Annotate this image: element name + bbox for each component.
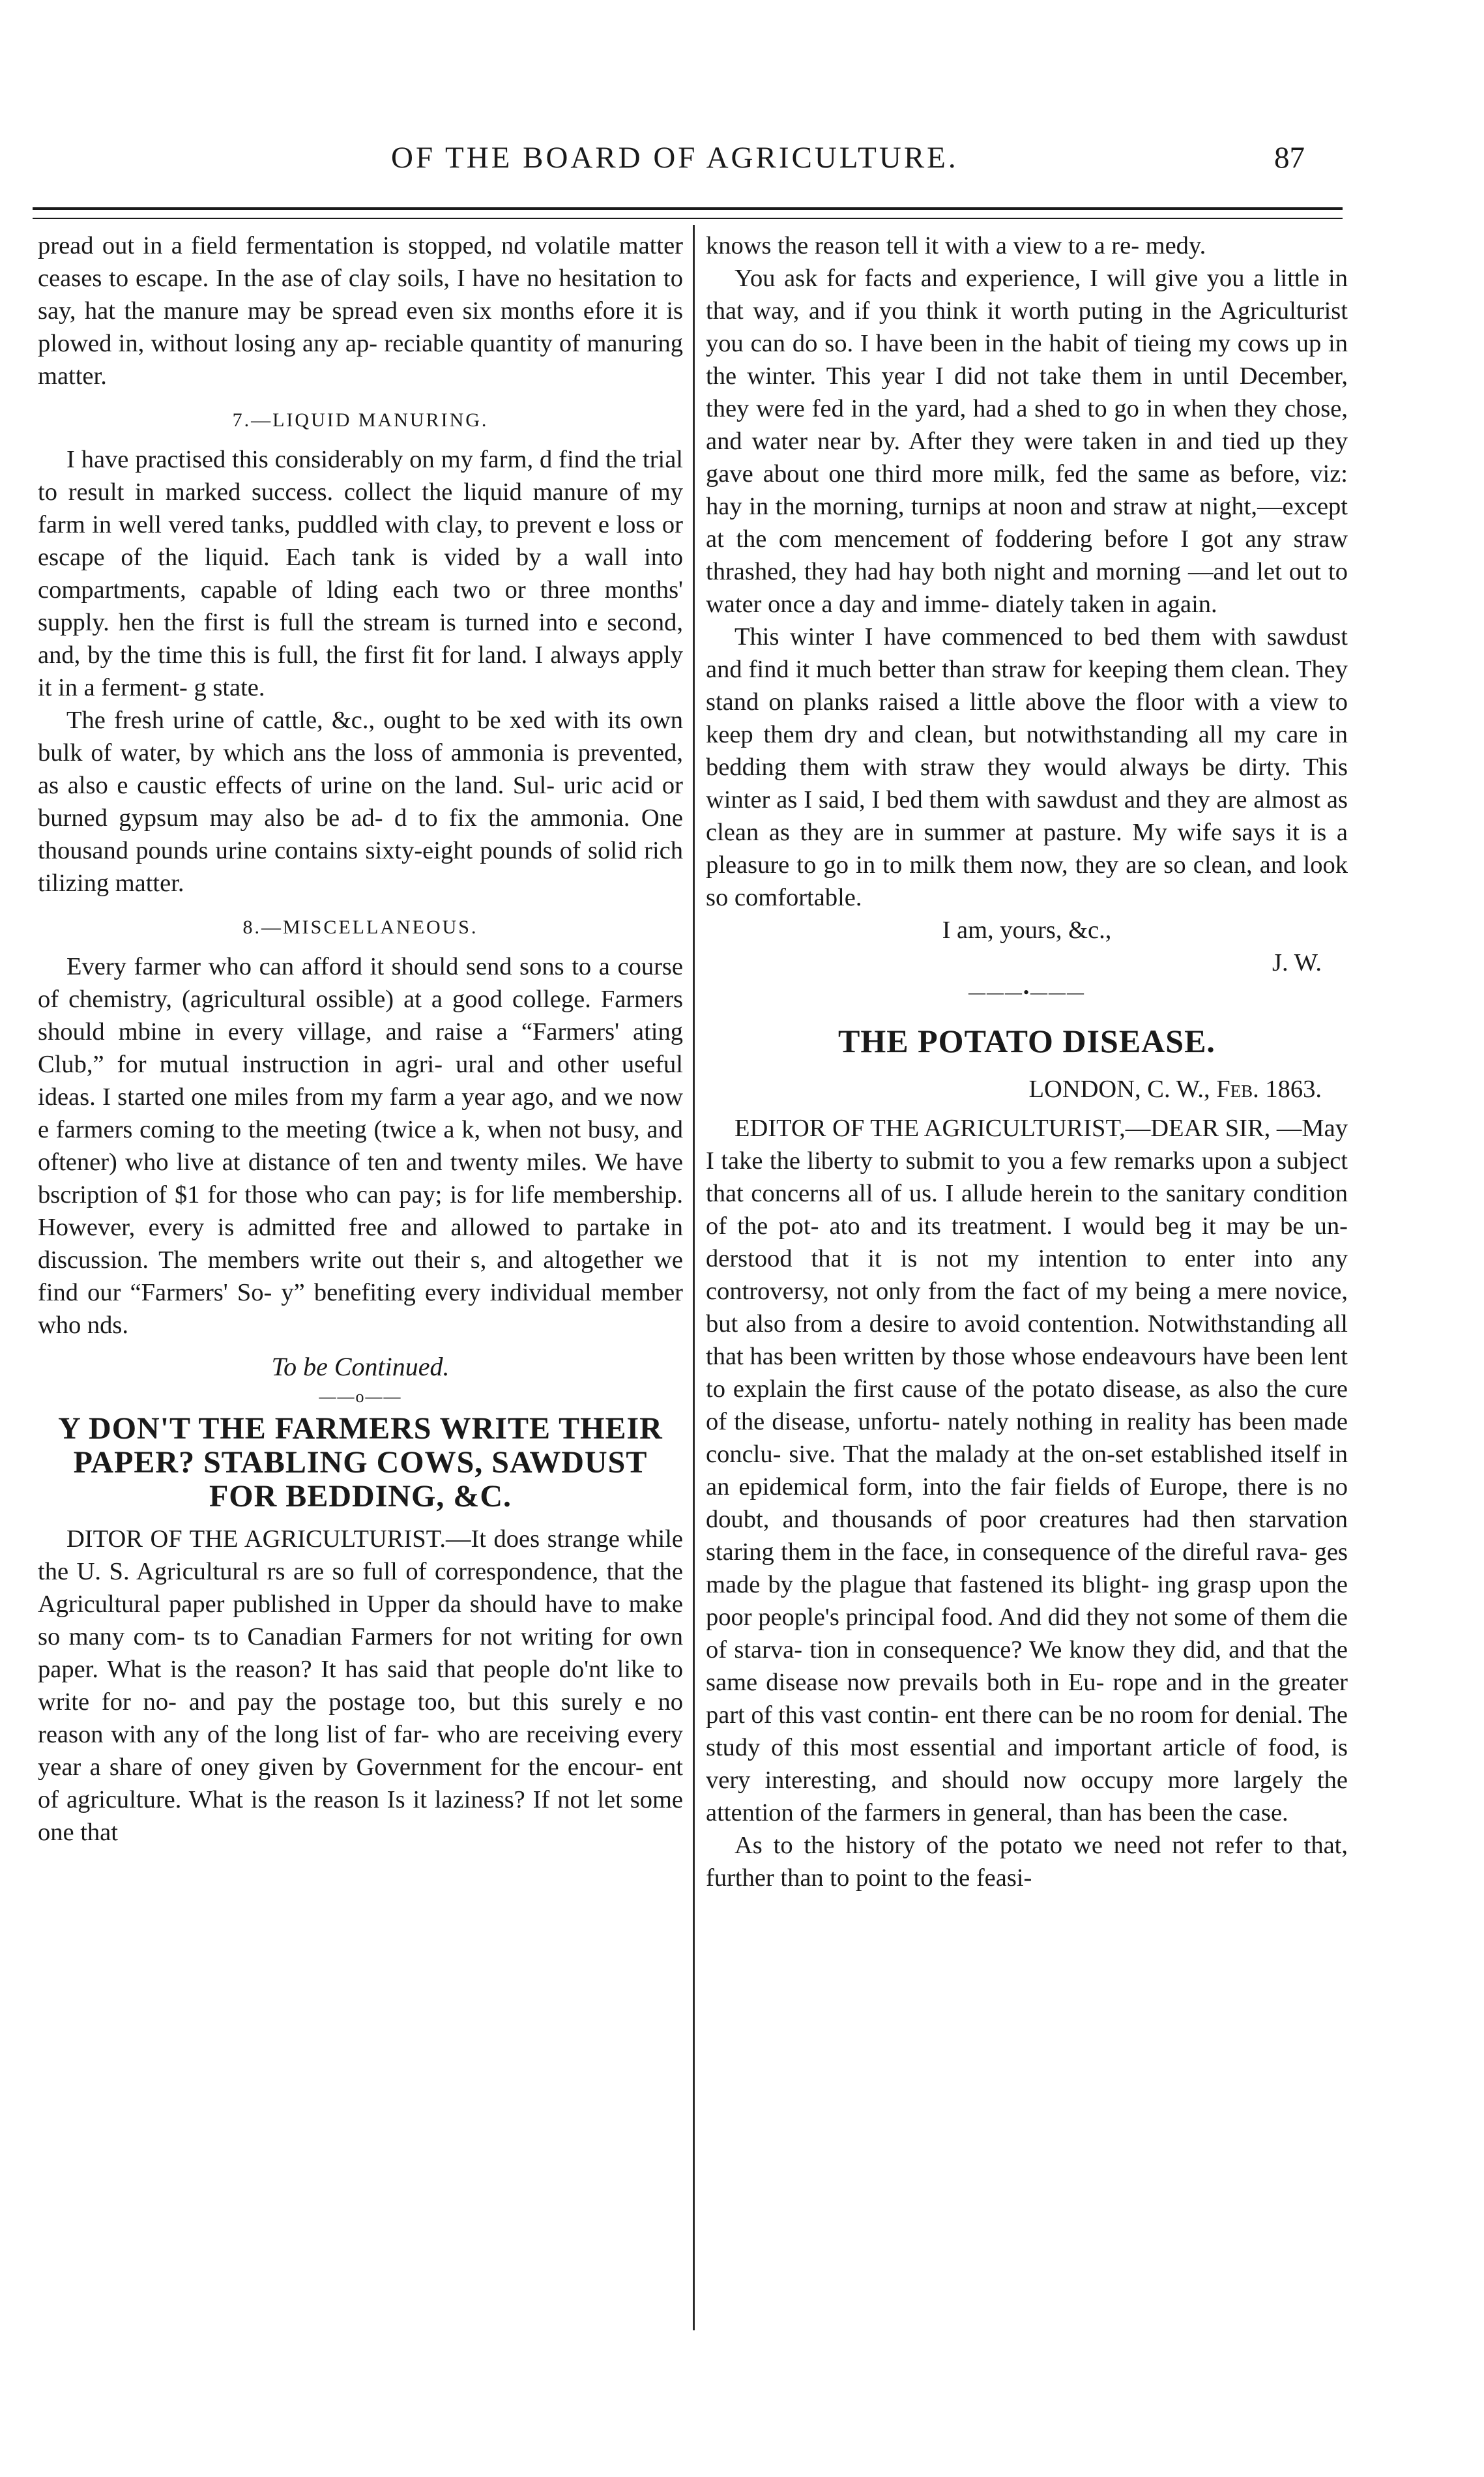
paragraph: This winter I have commenced to bed them with sawdust and find it much better than straw for keeping them clean. They stand on planks raised a little above the floor with a view to keep them dry and clean, but notwithstanding all my care in bedding them with straw they would always be dirty. This winter as I said, I bed them with sawdust and they are almost as clean as they are in summer at pasture. My wife says it is a pleasure to go in to milk them now, they are so clean, and look so comfortable. <box>706 623 1348 911</box>
header-rule <box>33 207 1343 219</box>
paragraph: pread out in a field fermentation is stopped, nd volatile matter ceases to escape. In the ase of clay soils, I have no hesitation to say, hat the manure may be spread even six months efore it is plowed in, without losing any ap- reciable quantity of manuring matter. <box>38 232 683 390</box>
dateline: LONDON, C. W., Feb. 1863. <box>1028 1076 1322 1103</box>
letter-signature: J. W. <box>1272 949 1322 976</box>
paragraph: I have practised this considerably on my farm, d find the trial to result in marked success. collect the liquid manure of my farm in well vered tanks, puddled with clay, to prevent e loss or escape of the liquid. Each tank is vided by a wall into compartments, capable of lding each two or three months' supply. hen the first is full the stream is turned into e second, and, by the time this is full, the first fit for land. I always apply it in a ferment- g state. <box>38 446 683 701</box>
ornamental-divider: ——o—— <box>319 1387 402 1406</box>
page-header <box>0 140 1484 179</box>
paragraph: The fresh urine of cattle, &c., ought to be xed with its own bulk of water, by which ans the loss of ammonia is prevented, as also e caustic effects of urine on the land. Sul- uric acid or burned gypsum may also be ad- d to fix the ammonia. One thousand pounds urine contains sixty-eight pounds of solid rich tilizing matter. <box>38 707 683 897</box>
right-column <box>706 229 1348 1894</box>
page-number: 87 <box>1274 141 1305 175</box>
column-divider <box>693 225 695 2330</box>
article-title: THE POTATO DISEASE. <box>838 1023 1215 1059</box>
running-title: OF THE BOARD OF AGRICULTURE. <box>391 141 959 175</box>
paragraph: Every farmer who can afford it should send sons to a course of chemistry, (agricultural ossible) at a good college. Farmers should mbine in every village, and raise a “Farmers' ating Club,” for mutual instruction in agri- ural and other useful ideas. I started one miles from my farm a year ago, and we now e farmers coming to the meeting (twice a k, when not busy, and oftener) who live at distance of ten and twenty miles. We have bscription of $1 for those who can pay; is for life membership. However, every is admitted free and allowed to partake in discussion. The members write out their s, and altogether we find our “Farmers' So- y” benefiting every individual member who nds. <box>38 953 683 1339</box>
to-be-continued: To be Continued. <box>271 1352 450 1381</box>
paragraph: You ask for facts and experience, I will give you a little in that way, and if you think it worth puting in the Agriculturist you can do so. I have been in the habit of tieing my cows up in the winter. This year I did not take them in until December, they were fed in the yard, had a shed to go in when they chose, and water near by. After they were taken in and tied up they gave about one third more milk, fed the same as before, viz: hay in the morning, turnips at noon and straw at night,—except at the com mencement of foddering before I got any straw thrashed, they had hay both night and morning —and let out to water once a day and imme- diately taken in again. <box>706 265 1348 618</box>
paragraph: DITOR OF THE AGRICULTURIST.—It does strange while the U. S. Agricultural rs are so full of correspondence, that the Agricultural paper published in Upper da should have to make so many com- ts to Canadian Farmers for not writing for own paper. What is the reason? It has said that people do'nt like to write for no- and pay the postage too, but this surely e no reason with any of the long list of far- who are receiving every year a share of oney given by Government for the encour- ent of agriculture. What is the reason Is it laziness? If not let some one that <box>38 1525 683 1846</box>
section-heading-miscellaneous: 8.—MISCELLANEOUS. <box>242 916 478 938</box>
paragraph: EDITOR OF THE AGRICULTURIST,—DEAR SIR, —May I take the liberty to submit to you a few remarks upon a subject that concerns all of us. I allude herein to the sanitary condition of the pot- ato and its treatment. I would beg it may be un- derstood that it is not my intention to enter into any controversy, not only from the fact of my being a mere novice, but also from a desire to avoid contention. Notwithstanding all that has been written by those whose endeavours have been lent to explain the first cause of the potato disease, as also the cure of the disease, unfortu- nately nothing in reality has been made conclu- sive. That the malady at the on-set established itself in an epidemical form, into the fair fields of Europe, there is no doubt, and thousands of poor creatures had then starvation staring them in the face, in consequence of the direful rava- ges made by the plague that fastened its blight- ing grasp upon the poor people's principal food. And did they not some of them die of starva- tion in consequence? We know they did, and that the same disease now prevails both in Eu- rope and in the greater part of this vast contin- ent there can be no room for denial. The study of this most essential and important article of food, is very interesting, and should now occupy more largely the attention of the farmers in general, than has been the case. <box>706 1115 1348 1826</box>
article-title: Y DON'T THE FARMERS WRITE THEIR PAPER? STABLING COWS, SAWDUST FOR BEDDING, &C. <box>58 1411 663 1514</box>
paragraph: As to the history of the potato we need not refer to that, further than to point to the feasi- <box>706 1832 1348 1892</box>
left-column <box>38 229 683 1849</box>
ornamental-divider: ———•——— <box>968 983 1086 1002</box>
section-heading-liquid-manuring: 7.—LIQUID MANURING. <box>232 409 489 431</box>
paragraph: knows the reason tell it with a view to a re- medy. <box>706 232 1206 259</box>
letter-signoff: I am, yours, &c., <box>942 916 1112 944</box>
